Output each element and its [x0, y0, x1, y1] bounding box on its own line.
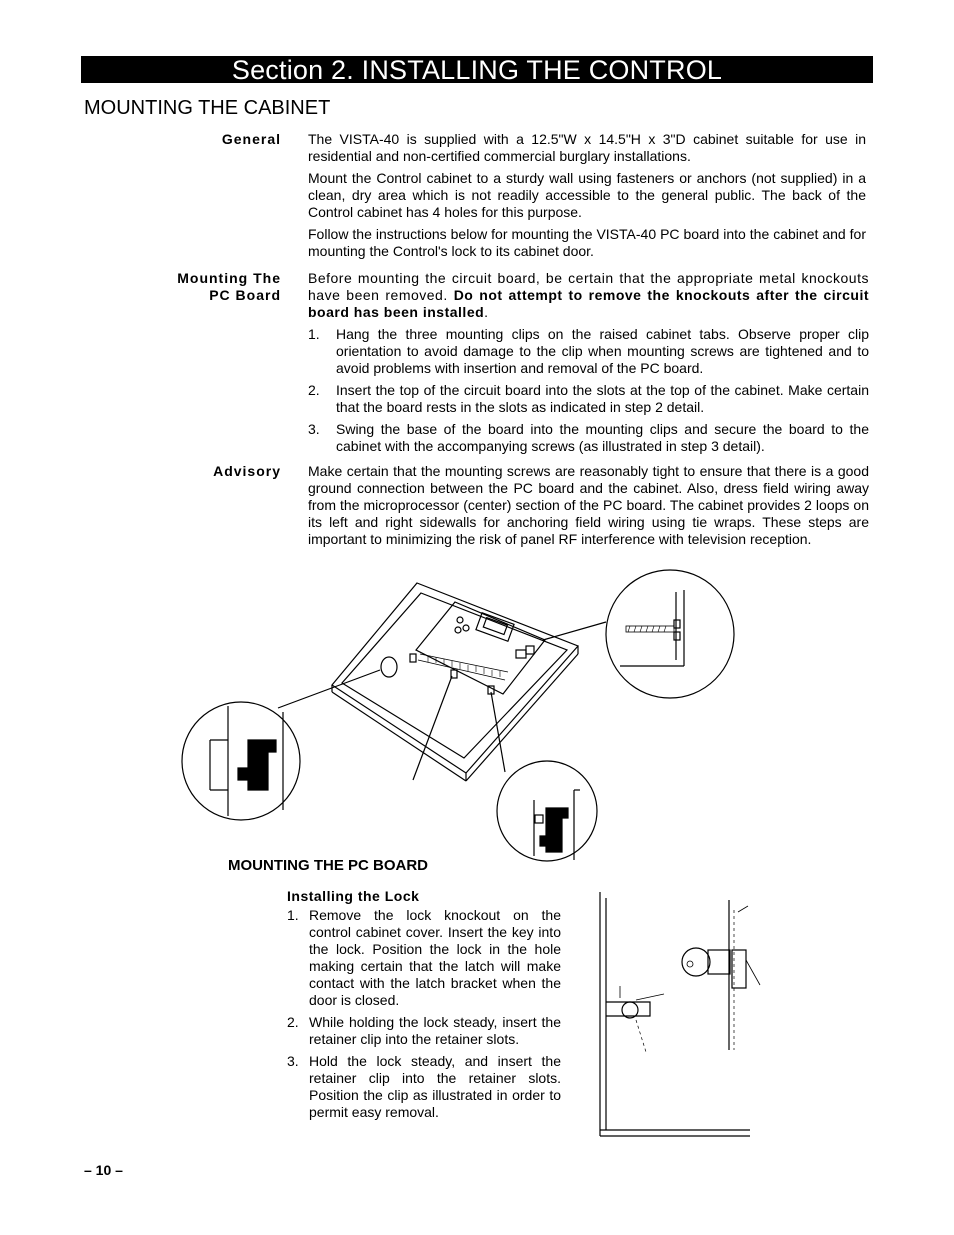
step-number: 1. [308, 326, 320, 342]
general-paragraph: The VISTA-40 is supplied with a 12.5"W x 14.5"H x 3"D cabinet suitable for use in residential and non-certified commercial burglary installations. [308, 131, 866, 164]
mounting-pc-intro-text: Before mounting the circuit board, be certain that the appropriate metal knockouts have been removed. [308, 270, 869, 303]
step-text: Swing the base of the board into the mounting clips and secure the board to the cabinet with the accompanying screws (as illustrated in step 3 detail). [336, 421, 869, 454]
lock-heading: Installing the Lock [287, 888, 420, 904]
step-text: Hold the lock steady, and insert the retainer clip into the retainer slots. Position the clip as illustrated in order to permit easy removal. [309, 1053, 561, 1120]
step-number: 3. [308, 421, 320, 437]
figure-caption: MOUNTING THE PC BOARD [228, 857, 428, 874]
step3-detail-drawing [497, 761, 597, 861]
general-paragraph: Follow the instructions below for mounting the VISTA-40 PC board into the cabinet and for mounting the Control's lock to its cabinet door. [308, 226, 866, 259]
step-text: Hang the three mounting clips on the raised cabinet tabs. Observe proper clip orientation to avoid damage to the clip when mounting screws are tightened and to avoid problems with insertion and removal of the PC board. [336, 326, 869, 376]
advisory-label: Advisory [213, 463, 281, 479]
mounting-pc-label-line1: Mounting The [177, 270, 281, 286]
mounting-pc-warning: Do not attempt to remove the knockouts after the circuit board has been installed [308, 287, 870, 320]
cabinet-drawing [278, 583, 606, 781]
step-text: While holding the lock steady, insert the retainer clip into the retainer slots. [309, 1014, 561, 1047]
page-number: – 10 – [84, 1162, 123, 1178]
list-item [287, 1014, 561, 1048]
general-paragraph: Mount the Control cabinet to a sturdy wall using fasteners or anchors (not supplied) in a clean, dry area which is not readily accessible to the general public. The back of the Control cabinet has 4 holes for this purpose. [308, 170, 866, 220]
step-text: Insert the top of the circuit board into the slots at the top of the cabinet. Make certain that the board rests in the slots as indicated in step 2 detail. [336, 382, 869, 415]
lock-section [287, 907, 561, 1126]
section-title: Section 2. INSTALLING THE CONTROL [231, 55, 723, 85]
step2-detail-drawing [606, 570, 734, 698]
page-heading: MOUNTING THE CABINET [84, 97, 331, 119]
lock-drawing [600, 892, 760, 1136]
step-number: 2. [308, 382, 320, 398]
clip-detail-drawing [182, 702, 300, 820]
step-number: 2. [287, 1014, 299, 1030]
general-label: General [221, 131, 281, 147]
lock-steps [287, 907, 561, 1121]
list-item [287, 907, 561, 1009]
mounting-pc-intro-end: . [484, 304, 489, 320]
mounting-pc-label-line2: PC Board [209, 287, 281, 303]
advisory-text: Make certain that the mounting screws are reasonably tight to ensure that there is a good ground connection between the PC board and the cabinet. Also, dress field wiring away from the microprocessor (center) section of the PC board. The cabinet provides 2 loops on its left and right sidewalls for anchoring field wiring using tie wraps. These steps are important to minimizing the risk of panel RF interference with television reception. [308, 463, 869, 547]
step-number: 3. [287, 1053, 299, 1069]
list-item [287, 1053, 561, 1121]
step-number: 1. [287, 907, 299, 923]
step-text: Remove the lock knockout on the control cabinet cover. Insert the key into the lock. Position the lock in the hole making certain that the latch will make contact with the latch bracket when the door is closed. [309, 907, 561, 1008]
